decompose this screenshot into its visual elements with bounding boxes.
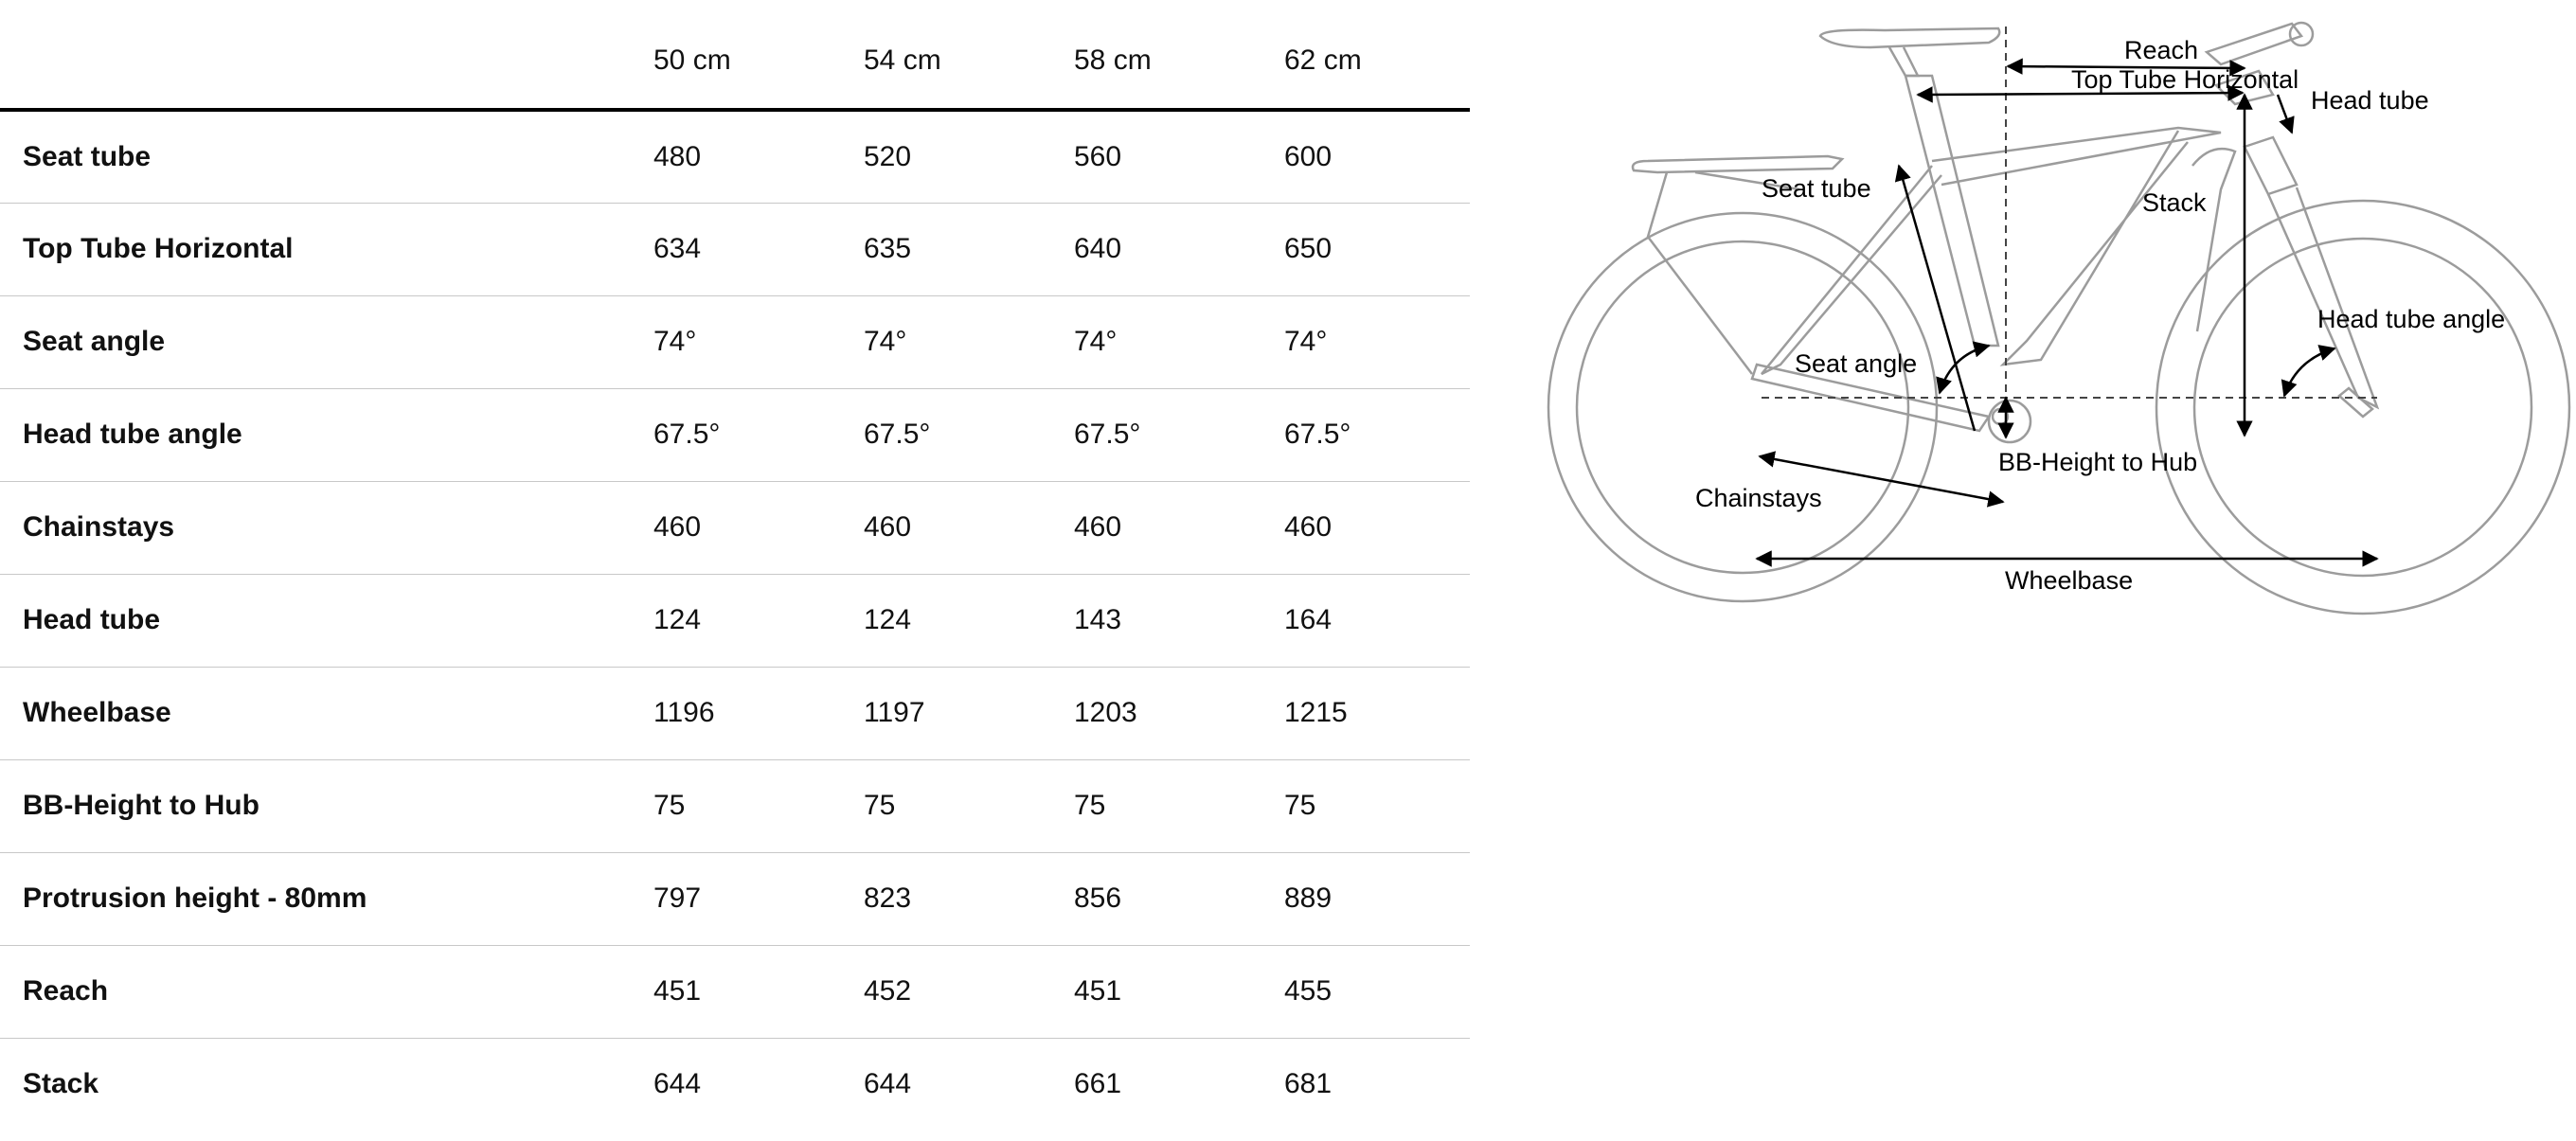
table-row [0, 1038, 1470, 1131]
seat-angle-arc [1940, 346, 1989, 393]
table-row [0, 574, 1470, 667]
table-cell: 143 [1074, 604, 1122, 635]
column-header: 50 cm [653, 0, 864, 110]
rack-strut [1648, 172, 1752, 374]
table-cell: 67.5° [1284, 419, 1351, 450]
column-header: 58 cm [1074, 0, 1284, 110]
table-cell: 1203 [1074, 697, 1137, 728]
measurement-arrows [1757, 66, 2377, 559]
table-cell: 460 [653, 511, 702, 543]
bike-geometry-diagram [1534, 0, 2576, 644]
table-cell: 75 [653, 790, 686, 821]
label-bb-height: BB-Height to Hub [1998, 448, 2198, 476]
label-top-tube: Top Tube Horizontal [2071, 65, 2299, 94]
row-label: Top Tube Horizontal [23, 233, 294, 264]
head-tube-frame [2245, 137, 2297, 194]
label-stack: Stack [2142, 188, 2207, 217]
rear-rack [1633, 156, 1842, 172]
row-label: Head tube [23, 604, 161, 635]
table-cell: 640 [1074, 233, 1122, 264]
table-cell: 1196 [653, 697, 715, 728]
label-seat-tube: Seat tube [1762, 174, 1871, 203]
seatpost [1889, 47, 1918, 76]
table-cell: 67.5° [1074, 419, 1141, 450]
table-cell: 451 [1074, 975, 1122, 1007]
table-cell: 856 [1074, 882, 1122, 914]
label-head-tube: Head tube [2311, 86, 2429, 115]
table-cell: 455 [1284, 975, 1333, 1007]
table-cell: 75 [1074, 790, 1106, 821]
front-tire [2156, 201, 2569, 614]
table-cell: 650 [1284, 233, 1333, 264]
row-label: Chainstays [23, 511, 175, 543]
table-row [0, 759, 1470, 852]
table-cell: 74° [864, 326, 907, 357]
table-cell: 451 [653, 975, 702, 1007]
row-label: Wheelbase [23, 697, 171, 728]
table-row [0, 481, 1470, 574]
table-cell: 661 [1074, 1068, 1122, 1100]
table-row [0, 852, 1470, 945]
handlebar [2207, 24, 2301, 64]
table-cell: 681 [1284, 1068, 1333, 1100]
row-label: Reach [23, 975, 109, 1007]
table-cell: 560 [1074, 140, 1122, 172]
diagram-labels [1695, 36, 2505, 595]
table-cell: 634 [653, 233, 702, 264]
table-cell: 797 [653, 882, 702, 914]
saddle [1820, 28, 1999, 47]
label-chainstays: Chainstays [1695, 484, 1822, 512]
table-cell: 75 [1284, 790, 1316, 821]
row-label: Stack [23, 1068, 99, 1100]
table-cell: 460 [1074, 511, 1122, 543]
table-cell: 1197 [864, 697, 925, 728]
table-cell: 452 [864, 975, 912, 1007]
row-label: Protrusion height - 80mm [23, 882, 367, 914]
row-label: BB-Height to Hub [23, 790, 259, 821]
head-tube-angle-arc [2284, 348, 2334, 396]
table-cell: 1215 [1284, 697, 1348, 728]
table-row [0, 945, 1470, 1038]
table-row [0, 667, 1470, 759]
label-wheelbase: Wheelbase [2005, 566, 2134, 595]
table-cell: 520 [864, 140, 912, 172]
label-reach: Reach [2124, 36, 2199, 64]
table-cell: 823 [864, 882, 912, 914]
table-cell: 644 [864, 1068, 912, 1100]
table-cell: 74° [1284, 326, 1328, 357]
table-row [0, 110, 1470, 203]
table-header-row [0, 0, 1470, 110]
table-cell: 67.5° [864, 419, 931, 450]
table-row [0, 295, 1470, 388]
seat-tube-frame [1905, 76, 1998, 346]
table-cell: 124 [864, 604, 912, 635]
table-cell: 480 [653, 140, 702, 172]
table-cell: 460 [864, 511, 912, 543]
table-cell: 75 [864, 790, 896, 821]
column-header: 62 cm [1284, 0, 1470, 110]
down-tube-frame [2003, 131, 2188, 365]
row-label: Seat angle [23, 326, 166, 357]
table-cell: 124 [653, 604, 702, 635]
table-row [0, 388, 1470, 481]
table-cell: 74° [1074, 326, 1118, 357]
row-label: Seat tube [23, 140, 152, 172]
label-seat-angle: Seat angle [1795, 349, 1918, 378]
table-cell: 644 [653, 1068, 702, 1100]
column-header: 54 cm [864, 0, 1074, 110]
table-cell: 635 [864, 233, 912, 264]
table-cell: 67.5° [653, 419, 721, 450]
head-tube-arrow [2278, 95, 2292, 133]
row-label: Head tube angle [23, 419, 242, 450]
table-cell: 460 [1284, 511, 1333, 543]
table-row [0, 203, 1470, 295]
table-cell: 600 [1284, 140, 1333, 172]
header-corner [0, 0, 653, 110]
table-cell: 164 [1284, 604, 1333, 635]
table-cell: 889 [1284, 882, 1333, 914]
fork [2268, 187, 2377, 407]
rear-rim [1577, 241, 1908, 573]
label-head-tube-angle: Head tube angle [2317, 305, 2506, 333]
table-cell: 74° [653, 326, 697, 357]
